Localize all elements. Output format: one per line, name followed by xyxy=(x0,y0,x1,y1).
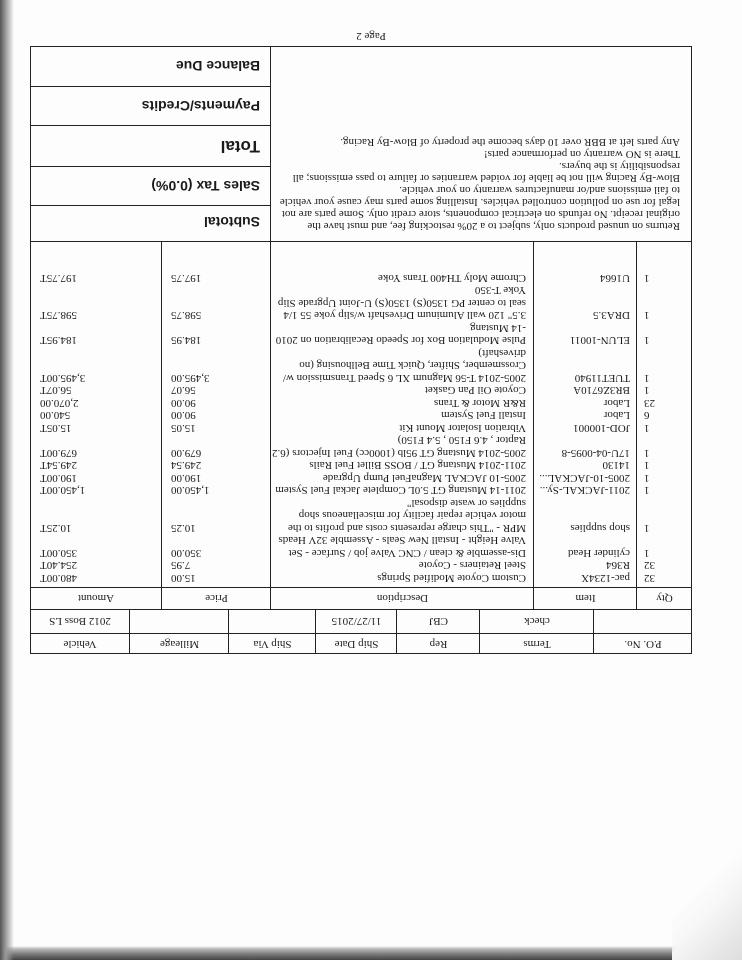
item-description: Steel Retainers - Coyote xyxy=(418,559,526,572)
total-label: Total xyxy=(220,137,260,156)
item-amount: 184.95T xyxy=(40,334,77,347)
item-qty: 1 xyxy=(644,334,650,347)
terms-and-conditions: Returns on unused products only, subject to a 20% restocking fee, and must have the original receipt. No refunds on electrical components, store credit only. Some parts are not legal for use on pollution controlled vehicles. Installing some parts may cause your vehicle to fail emissions and/or manufactures warranty on your vehicle. Blow-By Racing will not be liable for voided warranties or failure to pass emissions; all responsibility is the buyers. There is NO warranty on performance parts! Any parts left at BBR over 10 days become the property of Blow-By Racing. xyxy=(279,136,680,232)
page-number: Page 2 xyxy=(356,30,386,42)
item-qty: 32 xyxy=(644,559,655,572)
ship-date-value: 11/27/2015 xyxy=(331,615,382,627)
balance-due-label: Balance Due xyxy=(175,58,260,74)
item-price: 679.00 xyxy=(171,447,202,459)
item-description: 2011-14 Mustang GT 5.0L Complete Jackal Fuel System xyxy=(275,484,526,497)
items-col-item: Item xyxy=(575,592,596,604)
item-code: shop supplies xyxy=(570,522,630,534)
item-price: 90.00 xyxy=(171,409,196,422)
subtotal-label: Subtotal xyxy=(204,214,260,230)
item-amount: 480.00T xyxy=(40,572,77,584)
scan-edge-shadow xyxy=(0,946,742,960)
item-description: Vibration Isolator Mount Kit xyxy=(399,422,526,434)
item-qty: 1 xyxy=(644,447,650,459)
rep-value: CBJ xyxy=(429,615,448,627)
items-col-price: Price xyxy=(205,592,228,604)
items-col-amount: Amount xyxy=(77,592,115,604)
item-price: 3,495.00 xyxy=(171,372,210,384)
item-amount: 254.40T xyxy=(40,559,77,572)
item-amount: 56.07T xyxy=(40,384,72,397)
item-description: R&R Motor & Trans xyxy=(434,397,526,409)
item-amount: 249.54T xyxy=(40,459,77,472)
item-price: 15.05 xyxy=(171,422,196,434)
item-description: 2005-10 JACKAL MagnaFuel Pump Upgrade xyxy=(322,472,526,484)
item-price: 10.25 xyxy=(171,522,196,534)
item-qty: 1 xyxy=(644,384,650,397)
item-amount: 540.00 xyxy=(40,409,71,422)
item-description: Chrome Moly TH400 Trans Yoke xyxy=(377,272,526,284)
item-code: 2005-10-JACKAL... xyxy=(539,472,630,484)
item-qty: 1 xyxy=(644,484,650,497)
sales-tax-label: Sales Tax (0.0%) xyxy=(151,178,260,194)
item-description: 2011-2014 Mustang GT / BOSS Billet Fuel Rails xyxy=(309,459,526,472)
item-qty: 1 xyxy=(644,459,650,472)
scan-side-shadow xyxy=(0,0,14,960)
item-amount: 3,495.00T xyxy=(40,372,86,384)
item-description: 3.5" 120 wall Aluminum Driveshaft w/slip yoke 55 1/4 seal to center PG 1350(S) 1350(S) U-Joint Upgrade Slip Yoke T-350 xyxy=(277,284,526,322)
item-amount: 10.25T xyxy=(40,522,72,534)
item-description: Coyote Oil Pan Gasket xyxy=(424,384,526,397)
payments-credits-label: Payments/Credits xyxy=(141,98,260,114)
items-col-qty: Qty xyxy=(656,592,673,604)
item-qty: 1 xyxy=(644,272,650,284)
item-qty: 1 xyxy=(644,422,650,434)
item-price: 249.54 xyxy=(171,459,202,472)
item-price: 184.95 xyxy=(171,334,202,347)
item-code: Labor xyxy=(603,397,630,409)
item-code: BR3Z6710A xyxy=(573,384,630,397)
col-terms: Terms xyxy=(523,638,551,650)
item-qty: 1 xyxy=(644,522,650,534)
item-code: Labor xyxy=(603,409,630,422)
terms-value: check xyxy=(524,615,550,627)
item-description: 2005-2014 Mustang GT 95lb (1000cc) Fuel Injectors (6.2 Raptor , 4.6 F150 , 5.4 F150) xyxy=(272,434,526,459)
item-qty: 1 xyxy=(644,372,650,384)
item-price: 90.00 xyxy=(171,397,196,409)
item-code: cylinder Head xyxy=(568,547,630,559)
items-header-bottom xyxy=(30,587,692,588)
item-code: 14130 xyxy=(602,459,630,472)
item-qty: 6 xyxy=(644,409,650,422)
item-amount: 197.75T xyxy=(40,272,77,284)
item-amount: 2,070.00 xyxy=(40,397,79,409)
item-description: 2005-2014 T-56 Magnum XL 6 Speed Transmission w/ Crossmember, Shifter, Quick Time Bellhousing (no driveshaft) xyxy=(282,347,526,384)
item-code: R364 xyxy=(606,559,630,572)
items-bottom xyxy=(30,241,692,242)
item-description: Install Fuel System xyxy=(441,409,526,422)
item-code: 2011-JACKAL-Sy... xyxy=(539,484,630,497)
item-code: 17U-04-0095-8 xyxy=(561,447,630,459)
item-code: ELUN-10011 xyxy=(569,334,630,347)
item-price: 598.75 xyxy=(171,309,202,322)
item-description: Custom Coyote Modified Springs xyxy=(377,572,526,584)
col-milleage: Milleage xyxy=(159,638,200,650)
item-qty: 32 xyxy=(644,572,655,584)
item-qty: 1 xyxy=(644,547,650,559)
item-amount: 15.05T xyxy=(40,422,72,434)
col-ship-date: Ship Date xyxy=(334,638,379,650)
item-price: 190.00 xyxy=(171,472,202,484)
item-price: 15.00 xyxy=(171,572,196,584)
item-description: Dis-assemble & clean / CNC Valve job / Surface - Set Valve Height - Install New Seals - Assemble 32V Heads xyxy=(278,534,526,559)
item-code: U1664 xyxy=(600,272,630,284)
col-po-no: P.O. No. xyxy=(624,638,662,650)
item-qty: 23 xyxy=(644,397,655,409)
col-rep: Rep xyxy=(429,638,448,650)
frame-bottom xyxy=(30,46,692,47)
item-amount: 679.00T xyxy=(40,447,77,459)
item-amount: 598.75T xyxy=(40,309,77,322)
item-qty: 1 xyxy=(644,472,650,484)
item-code: JOD-100001 xyxy=(573,422,630,434)
vehicle-value: 2012 Boss LS xyxy=(49,615,111,627)
item-qty: 1 xyxy=(644,309,650,322)
item-price: 197.75 xyxy=(171,272,202,284)
items-col-description: Description xyxy=(376,592,429,604)
col-ship-via: Ship Via xyxy=(253,638,292,650)
item-description: MPR - "This charge represents costs and profits to the motor vehicle repair facility for miscellaneous shop supplies or waste disposal" xyxy=(288,497,526,534)
item-price: 350.00 xyxy=(171,547,202,559)
item-code: pac-1234X xyxy=(581,572,630,584)
col-vehicle: Vehicle xyxy=(63,638,97,650)
item-amount: 1,450.00T xyxy=(40,484,86,497)
frame-right xyxy=(30,46,31,654)
item-price: 7.95 xyxy=(171,559,191,572)
item-price: 1,450.00 xyxy=(171,484,210,497)
item-price: 56.07 xyxy=(171,384,196,397)
item-amount: 190.00T xyxy=(40,472,77,484)
page-fold-corner xyxy=(672,840,742,960)
invoice-document xyxy=(30,46,692,654)
item-code: TUET11940 xyxy=(574,372,630,384)
item-description: Pulse Modulation Box for Speedo Recalibration on 2010 -14 Mustang xyxy=(275,322,526,347)
item-code: DRA3.5 xyxy=(593,309,630,322)
item-amount: 350.00T xyxy=(40,547,77,559)
